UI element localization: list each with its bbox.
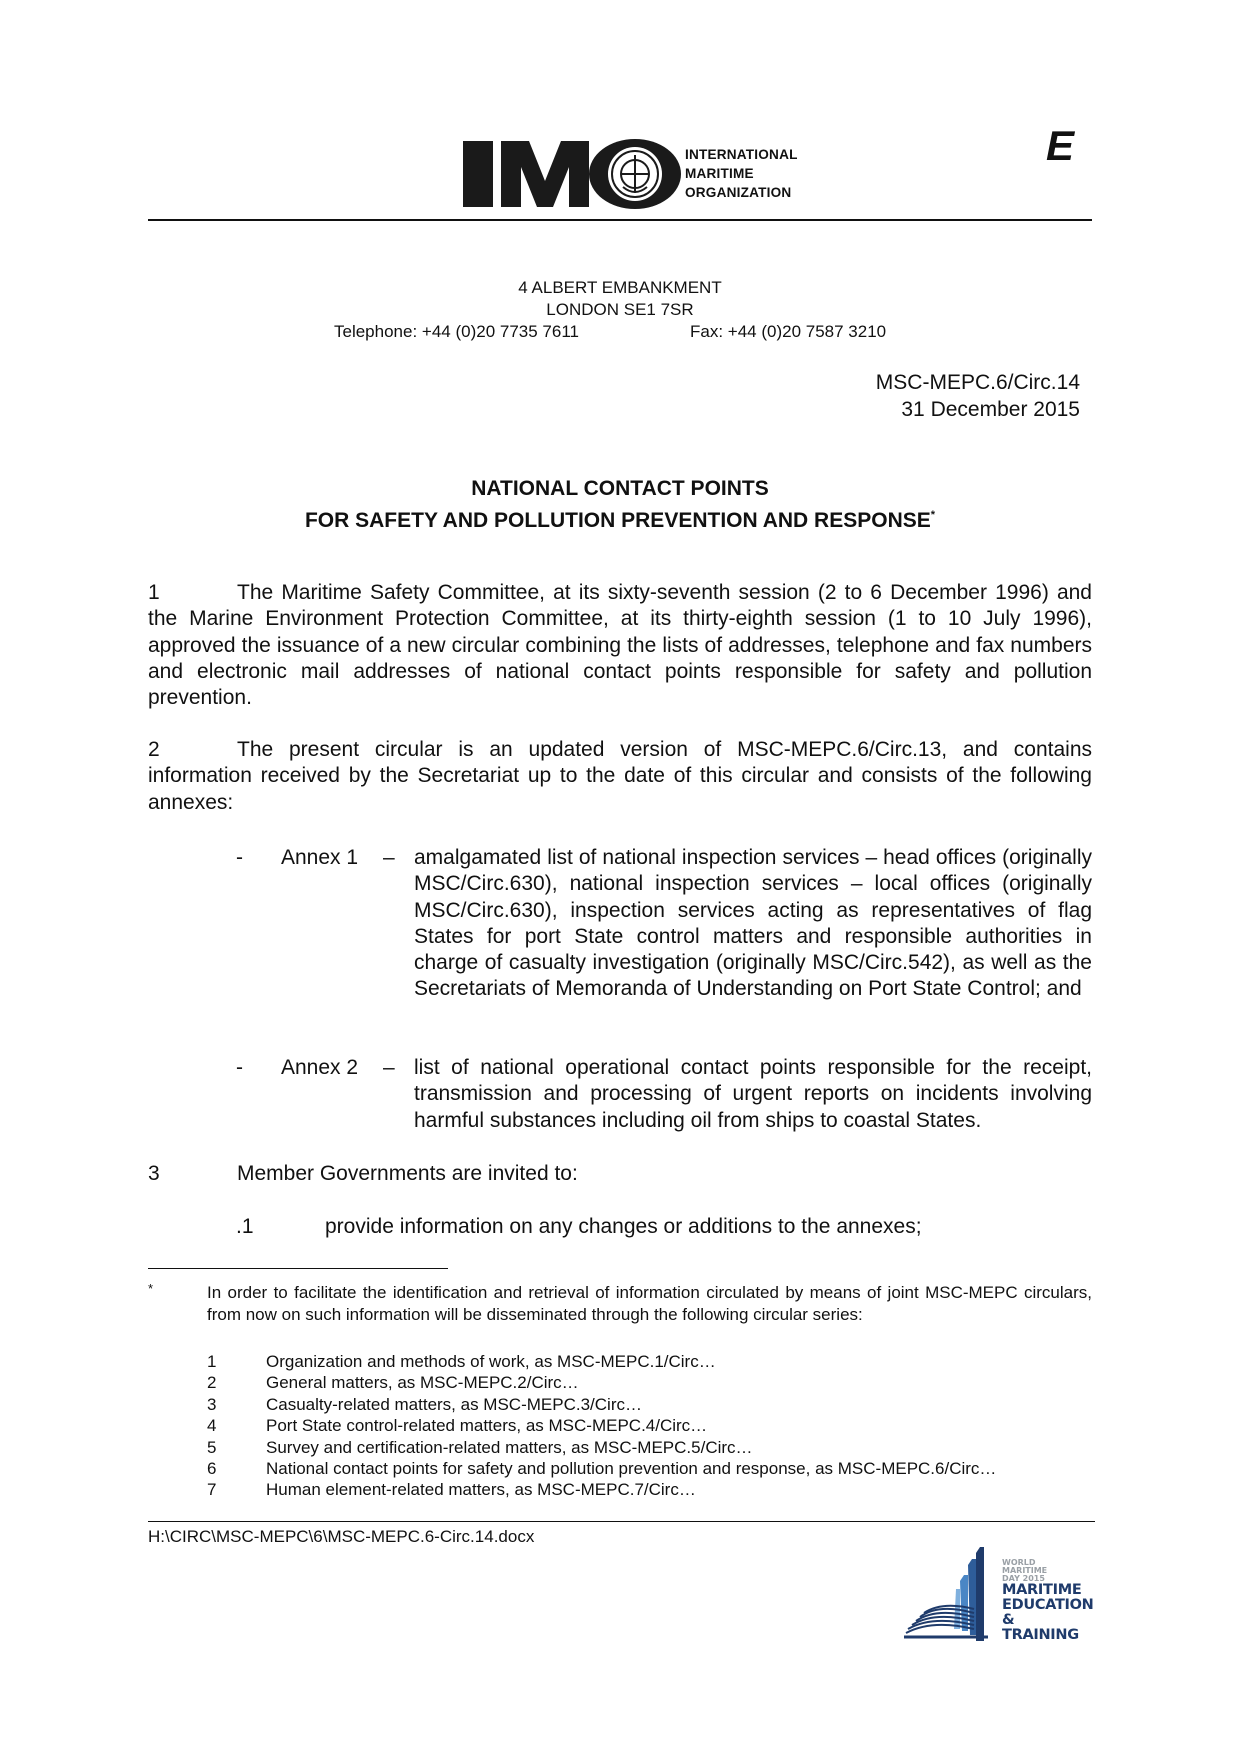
title-text: FOR SAFETY AND POLLUTION PREVENTION AND RESPONSE xyxy=(304,509,931,532)
list-item-number: 1 xyxy=(207,1352,217,1371)
paragraph-text: The present circular is an updated version of MSC-MEPC.6/Circ.13, and contains information received by the Secretariat up to the date of this circular and consists of the following annexes: xyxy=(148,738,1092,814)
header-divider xyxy=(148,219,1092,221)
list-item-number: 2 xyxy=(207,1373,217,1393)
annex-description: amalgamated list of national inspection services – head offices (originally MSC/Circ.630), national inspection services – local offices (originally MSC/Circ.630), inspection services acting as representatives of flag States for port State control matters and responsible authorities in charge of casualty investigation (originally MSC/Circ.542), as well as the Secretariats of Memoranda of Understanding on Port State Control; and xyxy=(414,846,1092,1001)
annex-label: Annex 2 xyxy=(281,1056,359,1079)
list-item-text: Human element-related matters, as MSC-MEPC.7/Circ… xyxy=(266,1480,696,1500)
paragraph-number: 3 xyxy=(148,1162,160,1185)
sub-item-1 xyxy=(236,1214,922,1240)
list-item xyxy=(207,1458,1092,1479)
badge-small-text: MARITIME xyxy=(1002,1566,1048,1575)
logo-word: ORGANIZATION xyxy=(685,185,792,200)
badge-big-text: EDUCATION xyxy=(1002,1597,1094,1613)
address-line-1: 4 ALBERT EMBANKMENT xyxy=(518,278,722,297)
annex-separator: – xyxy=(383,846,395,869)
list-item-number: 4 xyxy=(207,1416,217,1436)
list-item xyxy=(207,1479,1092,1500)
annex-description: list of national operational contact points responsible for the receipt, transmission and processing of urgent reports on incidents involving harmful substances including oil from ships to coastal States. xyxy=(414,1056,1092,1132)
paragraph-3 xyxy=(148,1161,1092,1187)
list-item-text: Port State control-related matters, as MSC-MEPC.4/Circ… xyxy=(266,1416,708,1436)
list-item xyxy=(207,1415,1092,1436)
list-bullet: - xyxy=(236,846,243,869)
world-maritime-day-badge xyxy=(902,1545,1092,1645)
telephone: Telephone: +44 (0)20 7735 7611 xyxy=(334,322,579,341)
paragraph-text: Member Governments are invited to: xyxy=(237,1162,578,1185)
list-item xyxy=(207,1394,1092,1415)
list-item-text: Survey and certification-related matters, as MSC-MEPC.5/Circ… xyxy=(266,1437,753,1457)
footnote-reference[interactable]: * xyxy=(930,509,936,521)
paragraph-text: The Maritime Safety Committee, at its sixty-seventh session (2 to 6 December 1996) and the Marine Environment Protection Committee, at its thirty-eighth session (1 to 10 July 1996), approved the issuance of a new circular combining the lists of addresses, telephone and fax numbers and electronic mail addresses of national contact points responsible for safety and pollution prevention. xyxy=(148,581,1092,710)
badge-wordmark xyxy=(1002,1559,1094,1643)
file-path: H:\CIRC\MSC-MEPC\6\MSC-MEPC.6-Circ.14.docx xyxy=(148,1527,535,1546)
footnote-mark: * xyxy=(148,1281,154,1296)
paragraph-1 xyxy=(148,580,1092,711)
list-item-number: 6 xyxy=(207,1459,217,1479)
document-title-line-1: NATIONAL CONTACT POINTS xyxy=(471,477,769,500)
logo-word: INTERNATIONAL xyxy=(685,147,798,162)
annex-label: Annex 1 xyxy=(281,846,359,869)
annex-item-1 xyxy=(148,845,1092,1029)
badge-big-text: & TRAINING xyxy=(1002,1612,1079,1643)
imo-emblem-icon xyxy=(463,137,683,212)
footnote-text: In order to facilitate the identification and retrieval of information circulated by means of joint MSC-MEPC circulars, from now on such information will be disseminated through the following circular series: xyxy=(207,1283,1092,1324)
list-item xyxy=(207,1437,1092,1458)
badge-big-text: MARITIME xyxy=(1002,1582,1082,1598)
annex-separator: – xyxy=(383,1056,395,1079)
list-item-number: 5 xyxy=(207,1437,217,1457)
list-bullet: - xyxy=(236,1056,243,1079)
footnote-separator xyxy=(148,1268,448,1269)
list-item-text: Casualty-related matters, as MSC-MEPC.3/Circ… xyxy=(266,1394,642,1414)
language-code: E xyxy=(1046,122,1075,169)
ship-book-icon xyxy=(902,1545,1002,1645)
list-item xyxy=(207,1351,1092,1372)
logo-word: MARITIME xyxy=(685,166,754,181)
list-item-text: National contact points for safety and pollution prevention and response, as MSC-MEPC.6/Circ… xyxy=(266,1459,997,1479)
annex-item-2 xyxy=(148,1055,1092,1135)
imo-logo xyxy=(463,137,823,212)
logo-wordmark xyxy=(685,145,798,202)
paragraph-number: 2 xyxy=(148,738,160,761)
document-title-line-2 xyxy=(148,502,1092,534)
document-date: 31 December 2015 xyxy=(901,398,1080,421)
sub-item-number: .1 xyxy=(236,1215,254,1238)
list-item xyxy=(207,1372,1092,1393)
address-line-2: LONDON SE1 7SR xyxy=(546,300,694,319)
footnote-series-list xyxy=(207,1351,1092,1501)
sub-item-text: provide information on any changes or additions to the annexes; xyxy=(325,1215,922,1238)
list-item-text: General matters, as MSC-MEPC.2/Circ… xyxy=(266,1373,579,1393)
list-item-text: Organization and methods of work, as MSC-MEPC.1/Circ… xyxy=(266,1352,716,1371)
badge-small-text: WORLD xyxy=(1002,1558,1036,1567)
badge-small-text: DAY 2015 xyxy=(1002,1574,1045,1583)
fax: Fax: +44 (0)20 7587 3210 xyxy=(690,322,887,341)
paragraph-number: 1 xyxy=(148,581,160,604)
list-item-number: 3 xyxy=(207,1394,217,1414)
footer-divider xyxy=(148,1521,1095,1522)
paragraph-2 xyxy=(148,737,1092,816)
document-symbol: MSC-MEPC.6/Circ.14 xyxy=(875,371,1080,394)
list-item-number: 7 xyxy=(207,1480,217,1500)
